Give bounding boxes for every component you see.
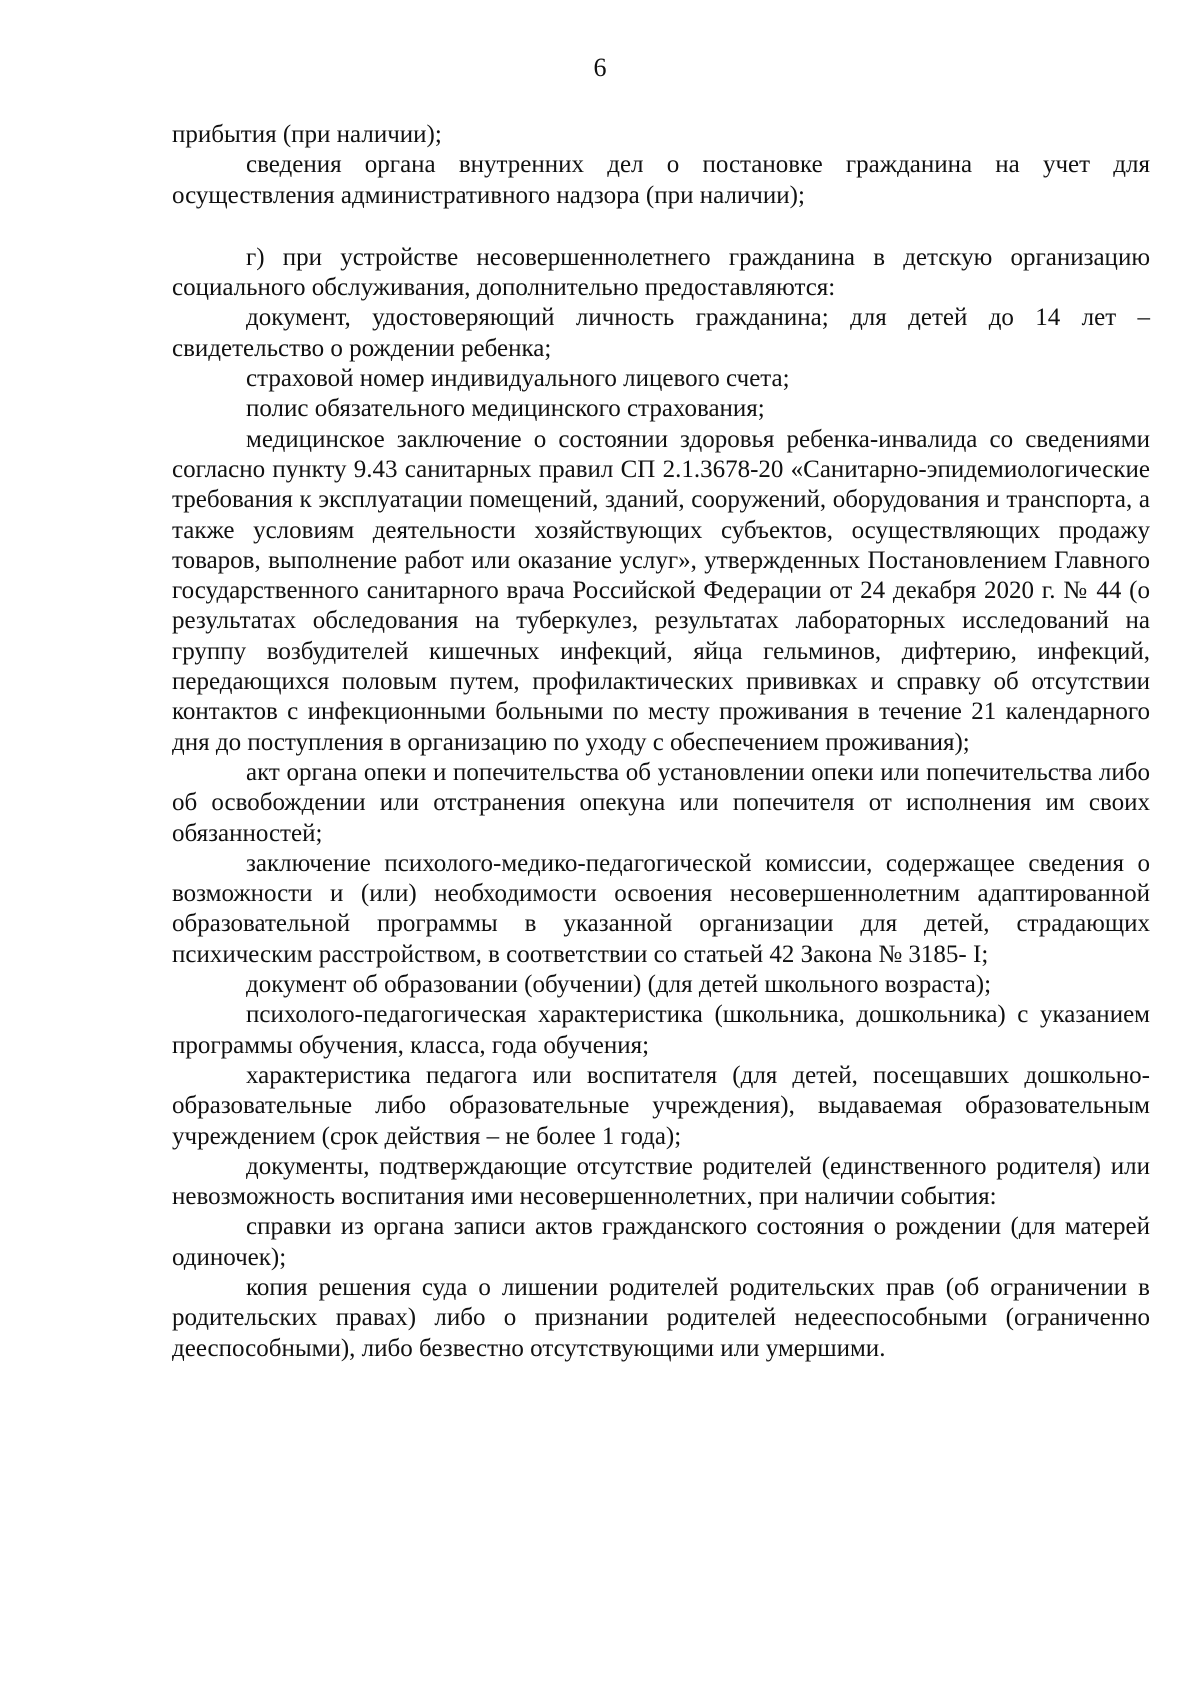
- paragraph-guardianship-act: акт органа опеки и попечительства об установлении опеки или попечительства либо об освобождении или отстранения опекуна или попечителя от исполнения им своих обязанностей;: [172, 758, 1150, 847]
- paragraph-medical-conclusion: медицинское заключение о состоянии здоровья ребенка-инвалида со сведениями согласно пункту 9.43 санитарных правил СП 2.1.3678-20 «Санитарно-эпидемиологические требования к эксплуатации помещений, зданий, сооружений, оборудования и транспорта, а также условиям деятельности хозяйствующих субъектов, осуществляющих продажу товаров, выполнение работ или оказание услуг», утвержденных Постановлением Главного государственного санитарного врача Российской Федерации от 24 декабря 2020 г. № 44 (о результатах обследования на туберкулез, результатах лабораторных исследований на группу возбудителей кишечных инфекций, яйца гельминов, дифтерию, инфекций, передающихся половым путем, профилактических прививках и справку об отсутствии контактов с инфекционными больными по месту проживания в течение 21 календарного дня до поступления в организацию по уходу с обеспечением проживания);: [172, 425, 1150, 756]
- paragraph-insurance-number: страховой номер индивидуального лицевого счета;: [246, 365, 790, 393]
- paragraph-identity-document: документ, удостоверяющий личность гражданина; для детей до 14 лет – свидетельство о рождении ребенка;: [172, 304, 1150, 362]
- paragraph-arrival: прибытия (при наличии);: [172, 121, 442, 148]
- paragraph-teacher-characteristic: характеристика педагога или воспитателя (для детей, посещавших дошкольно-образовательные либо образовательные учреждения), выдаваемая образовательным учреждением (срок действия – не более 1 года);: [172, 1061, 1150, 1150]
- paragraph-medical-policy: полис обязательного медицинского страхования;: [246, 395, 765, 423]
- paragraph-psych-characteristic: психолого-педагогическая характеристика (школьника, дошкольника) с указанием программы обучения, класса, года обучения;: [172, 1001, 1150, 1059]
- paragraph-court-decision: копия решения суда о лишении родителей родительских прав (об ограничении в родительских правах) либо о признании родителей недееспособными (ограниченно дееспособными), либо безвестно отсутствующими или умершими.: [172, 1273, 1150, 1362]
- page-number: 6: [593, 53, 607, 82]
- paragraph-parent-absence-documents: документы, подтверждающие отсутствие родителей (единственного родителя) или невозможность воспитания ими несовершеннолетних, при наличии события:: [172, 1152, 1150, 1211]
- paragraph-pmpk-conclusion: заключение психолого-медико-педагогической комиссии, содержащее сведения о возможности и (или) необходимости освоения несовершеннолетним адаптированной образовательной программы в указанной организации для детей, страдающих психическим расстройством, в соответствии со статьей 42 Закона № 3185- I;: [172, 849, 1150, 968]
- paragraph-education-document: документ об образовании (обучении) (для детей школьного возраста);: [246, 971, 992, 999]
- paragraph-minor-placement: г) при устройстве несовершеннолетнего гражданина в детскую организацию социального обслуживания, дополнительно предоставляются:: [172, 243, 1150, 302]
- document-body: [172, 120, 1150, 1364]
- paragraph-civil-registry-certificates: справки из органа записи актов гражданского состояния о рождении (для матерей одиночек);: [172, 1213, 1150, 1271]
- paragraph-internal-affairs: сведения органа внутренних дел о постановке гражданина на учет для осуществления административного надзора (при наличии);: [172, 151, 1150, 209]
